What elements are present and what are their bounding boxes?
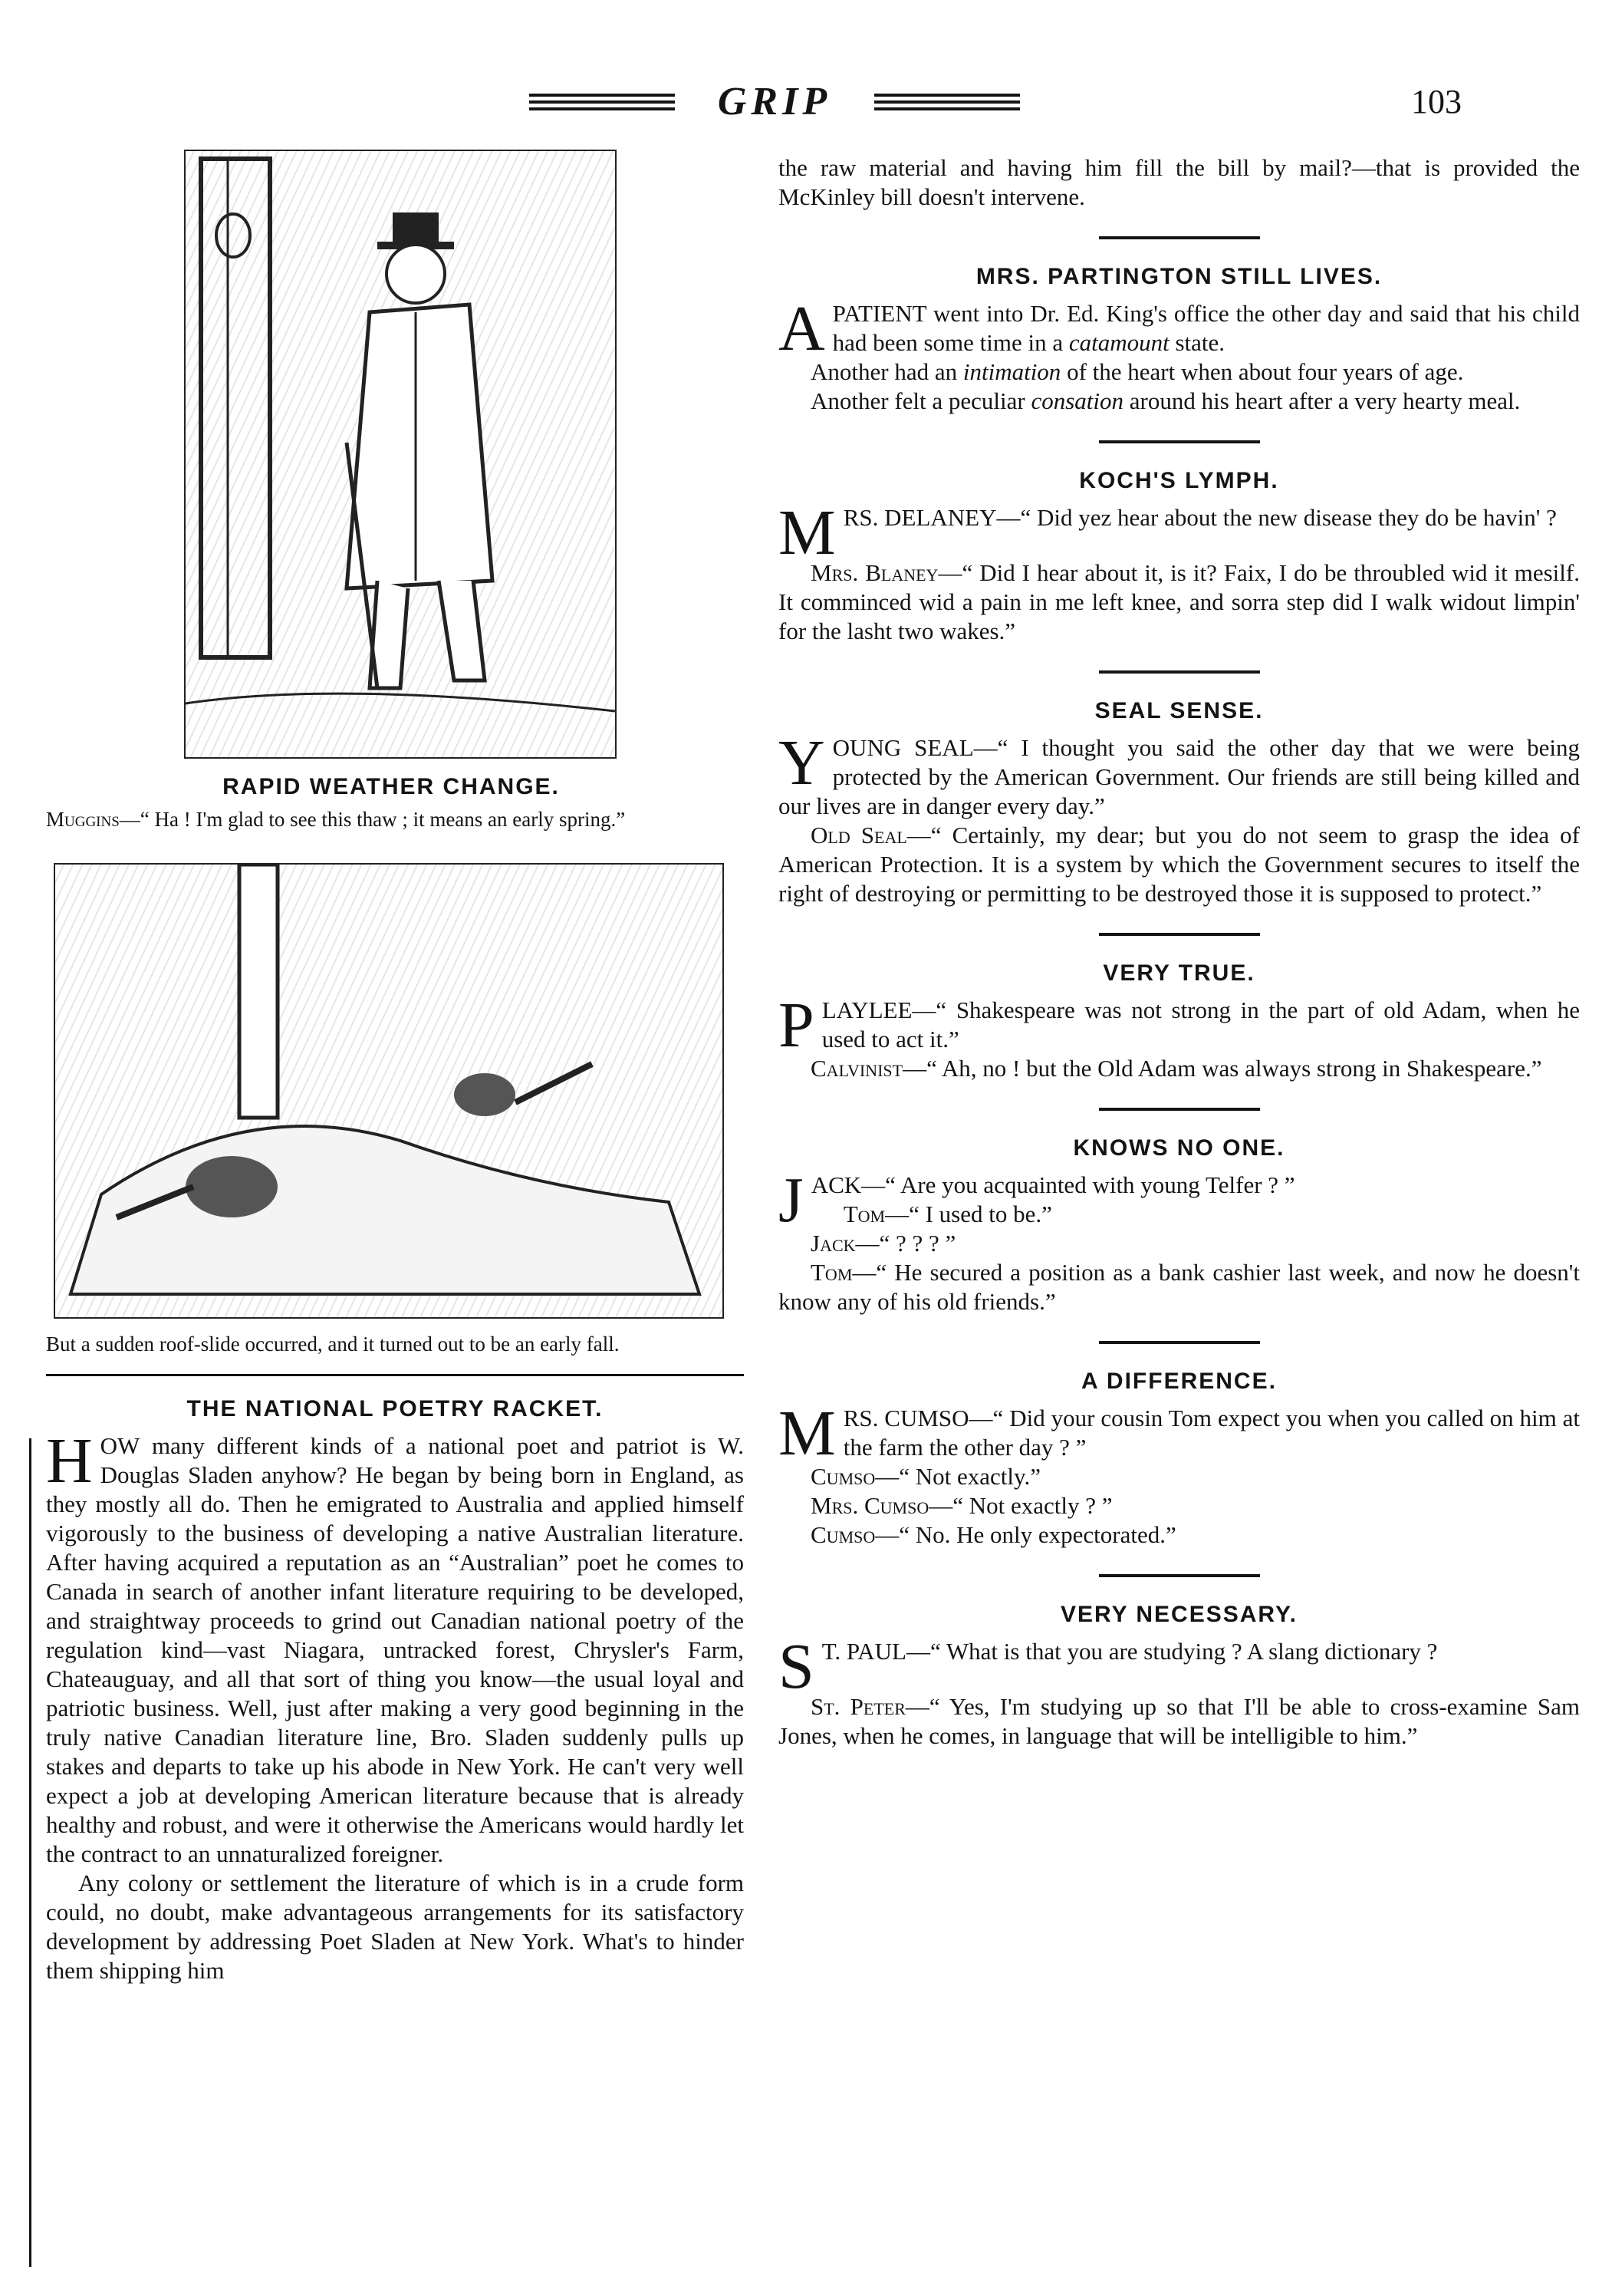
lead-word: T. PAUL xyxy=(821,1638,906,1665)
drop-cap: A xyxy=(778,293,825,364)
difference-title: A DIFFERENCE. xyxy=(1081,1369,1277,1394)
speaker: Tom xyxy=(811,1259,853,1286)
difference-line-2 xyxy=(778,1462,1580,1491)
speaker: St. Peter xyxy=(811,1693,906,1720)
paragraph-text: —“ Did yez hear about the new disease they do be havin' ? xyxy=(996,504,1557,531)
partington-paragraph-3 xyxy=(778,387,1580,416)
speaker: Cumso xyxy=(811,1463,876,1490)
paragraph-text: Another had an xyxy=(811,358,963,385)
very-true-paragraph-2 xyxy=(778,1054,1580,1083)
page-header xyxy=(0,75,1612,129)
difference-line-3 xyxy=(778,1491,1580,1520)
drop-cap: M xyxy=(778,497,836,568)
lead-word: RS. CUMSO xyxy=(843,1405,969,1431)
drop-cap: S xyxy=(778,1631,814,1702)
speaker: Tom xyxy=(843,1201,886,1227)
seal-title: SEAL SENSE. xyxy=(1094,698,1264,723)
paragraph-text: —“ Did your cousin Tom expect you when you called on him at the farm the other day ? ” xyxy=(843,1405,1580,1461)
knows-no-one-title: KNOWS NO ONE. xyxy=(1073,1135,1285,1161)
lead-word: OW xyxy=(100,1432,140,1459)
seal-paragraph-1 xyxy=(778,727,1580,821)
column-edge-line xyxy=(29,1438,31,2267)
cartoon1-text: —“ Ha ! I'm glad to see this thaw ; it means an early spring.” xyxy=(119,808,626,831)
paragraph-text: —“ ? ? ? ” xyxy=(855,1230,956,1257)
difference-line-1 xyxy=(778,1398,1580,1469)
paragraph-text: —“ No. He only expectorated.” xyxy=(875,1521,1176,1548)
page-number: 103 xyxy=(1411,83,1462,120)
speaker: Mrs. Blaney xyxy=(811,559,939,586)
speaker: Jack xyxy=(811,1230,856,1257)
cartoon2-caption: But a sudden roof-slide occurred, and it turned out to be an early fall. xyxy=(46,1332,620,1356)
lead-word: PATIENT xyxy=(832,300,926,327)
drop-cap: P xyxy=(778,990,814,1061)
speaker: Cumso xyxy=(811,1521,876,1548)
seal-paragraph-2 xyxy=(778,821,1580,908)
difference-line-4 xyxy=(778,1520,1580,1550)
section-divider xyxy=(1099,933,1260,936)
section-divider xyxy=(1099,440,1260,443)
national-poetry-article xyxy=(46,1396,744,1985)
paragraph-text: —“ Not exactly.” xyxy=(875,1463,1041,1490)
knows-no-one-line-3 xyxy=(778,1229,1580,1258)
paragraph-text: —“ Yes, I'm studying up so that I'll be able to cross-examine Sam Jones, when he comes, in language that will be intelligible to him.” xyxy=(778,1693,1580,1749)
drop-cap: M xyxy=(778,1398,836,1469)
necessary-title: VERY NECESSARY. xyxy=(1061,1602,1298,1627)
lead-word: ACK xyxy=(811,1171,862,1198)
cartoon1-title: RAPID WEATHER CHANGE. xyxy=(222,774,560,799)
speaker: Mrs. Cumso xyxy=(811,1492,929,1519)
paragraph-text: —“ Did I hear about it, is it? Faix, I do be throubled wid it mesilf. It comminced wid a pain in me left knee, and sorra step did I walk widout limpin' for the lasht two wakes.” xyxy=(778,559,1580,644)
partington-paragraph-1 xyxy=(778,293,1580,364)
paragraph-text: —“ Are you acquainted with young Telfer ? ” xyxy=(861,1171,1295,1198)
section-divider xyxy=(1099,1341,1260,1344)
koch-paragraph-1 xyxy=(778,497,1580,568)
necessary-paragraph-1 xyxy=(778,1631,1580,1702)
paragraph-text: it is supposed to protect.” xyxy=(1299,880,1542,907)
koch-title: KOCH'S LYMPH. xyxy=(1079,468,1279,493)
paragraph-text: —“ Not exactly ? ” xyxy=(929,1492,1113,1519)
cartoon-roof-slide-illustration xyxy=(54,863,724,1319)
paragraph-text: —“ I used to be.” xyxy=(885,1201,1052,1227)
national-poetry-paragraph-2: Any colony or settlement the literature of which is in a crude form could, no doubt, make advantageous arrangements for its satisfactory development by addressing Poet Sladen at New York. What's to hinder them shipping him xyxy=(46,1869,744,1984)
paragraph-text: around his heart after a very hearty meal. xyxy=(1123,387,1521,414)
cartoon1-speaker: Muggins xyxy=(46,808,120,831)
paragraph-text: —“ Ah, no ! but the Old Adam was always strong in Shakespeare.” xyxy=(903,1055,1542,1082)
drop-cap: Y xyxy=(778,727,825,799)
section-divider xyxy=(1099,1574,1260,1577)
paragraph-text: Another felt a peculiar xyxy=(811,387,1031,414)
paragraph-emphasis: catamount xyxy=(1068,329,1170,356)
paragraph-text: —“ He secured a position as a bank cashier last week, and now he doesn't know any of his old friends.” xyxy=(778,1259,1580,1315)
national-poetry-continuation: the raw material and having him fill the bill by mail?—that is provided the McKinley bill doesn't intervene. xyxy=(778,154,1580,210)
paragraph-emphasis: consation xyxy=(1031,387,1124,414)
paragraph-text: —“ Shakespeare was not strong in the part of old Adam, when he used to act it.” xyxy=(821,996,1580,1052)
lead-word: LAYLEE xyxy=(821,996,913,1023)
national-poetry-paragraph-1 xyxy=(46,1425,744,1869)
very-true-title: VERY TRUE. xyxy=(1103,960,1255,986)
cartoon1-caption xyxy=(46,806,744,832)
masthead-rule-right xyxy=(874,94,1020,97)
knows-no-one-line-2 xyxy=(778,1200,1580,1229)
section-divider xyxy=(1099,1108,1260,1111)
very-true-paragraph-1 xyxy=(778,990,1580,1061)
koch-paragraph-2 xyxy=(778,558,1580,646)
drop-cap: J xyxy=(778,1164,804,1236)
paragraph-text: state. xyxy=(1169,329,1225,356)
partington-title: MRS. PARTINGTON STILL LIVES. xyxy=(975,264,1383,289)
cartoon-muggins-illustration xyxy=(184,150,617,759)
masthead: GRIP xyxy=(717,80,832,124)
paragraph-text: —“ Certainly, my dear; but you do not seem to grasp the idea of American Protection. It is a system by which the Government secures to itself the right of destroying or permitting to be destroyed those xyxy=(778,822,1580,907)
paragraph-text: —“ What is that you are studying ? A slang dictionary ? xyxy=(906,1638,1438,1665)
section-divider xyxy=(1099,236,1260,239)
section-divider xyxy=(1099,670,1260,674)
paragraph-emphasis: intimation xyxy=(962,358,1061,385)
speaker: Old Seal xyxy=(811,822,907,848)
paragraph-text: —“ I thought you said the other day that we were being protected by the American Government. Our friends are still being killed and our lives are in danger every day.” xyxy=(778,734,1580,819)
partington-paragraph-2 xyxy=(778,357,1580,387)
right-column xyxy=(778,153,1580,1751)
section-divider xyxy=(46,1374,744,1376)
left-column xyxy=(31,150,752,2267)
paragraph-text: many different kinds of a national poet and patriot is W. Douglas Sladen anyhow? He began by being born in England, as they mostly all do. Then he emigrated to Australia and applied himself vigorously to the business of developing a native Australian literature. After having acquired a reputation as an “Australian” poet he comes to Canada in search of another infant literature requiring to be developed, and straightway proceeds to grind out Canadian national poetry of the regulation kind—vast Niagara, untracked forest, Chrysler's Farm, Chateauguay, and all that sort of thing you know—the usual loyal and patriotic business. Well, just after making a very good beginning in the truly native Canadian literature line, Bro. Sladen suddenly pulls up stakes and departs to take up his abode in New York. He can't very well expect a job at developing American literature because that is already healthy and robust, and were it otherwise the Americans would hardly let the contract to an unnaturalized foreigner. xyxy=(46,1432,744,1867)
national-poetry-title: THE NATIONAL POETRY RACKET. xyxy=(186,1396,604,1421)
speaker: Calvinist xyxy=(811,1055,903,1082)
paragraph-text: of the heart when about four years of age. xyxy=(1061,358,1464,385)
necessary-paragraph-2 xyxy=(778,1692,1580,1751)
paragraph-text: went into Dr. Ed. King's office the other day and said that his child had been some time in a xyxy=(832,300,1580,356)
lead-word: RS. DELANEY xyxy=(843,504,997,531)
drop-cap: H xyxy=(46,1425,93,1497)
knows-no-one-line-4 xyxy=(778,1258,1580,1316)
lead-word: OUNG SEAL xyxy=(832,734,974,761)
